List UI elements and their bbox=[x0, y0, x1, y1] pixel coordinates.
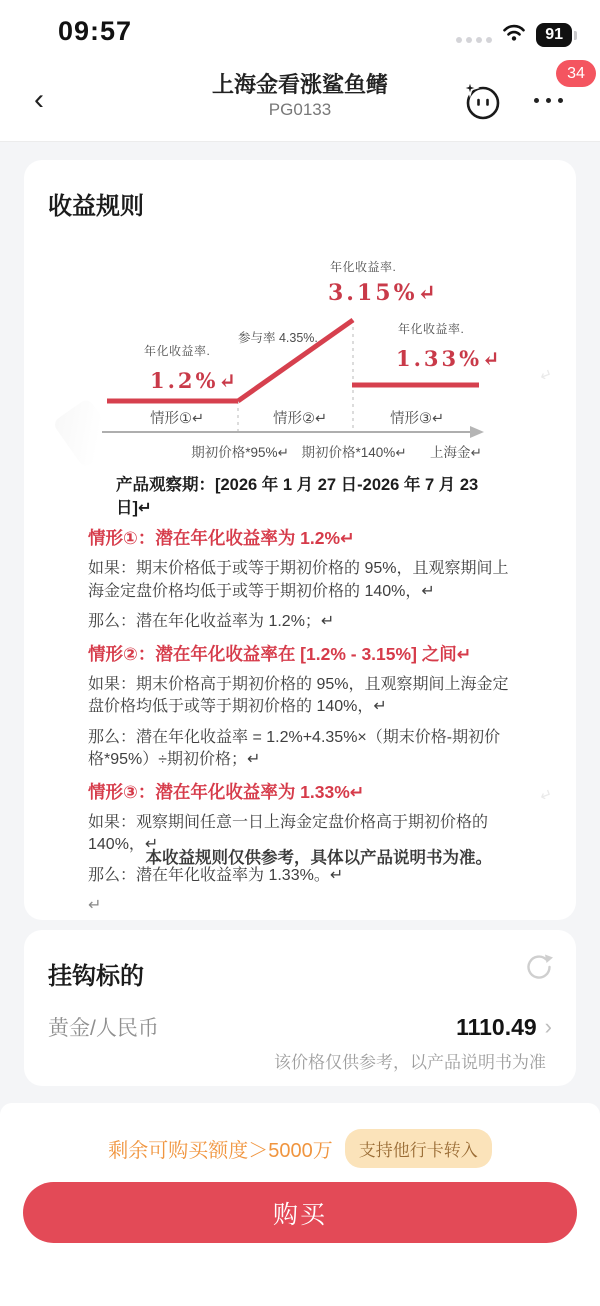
transfer-support-badge: 支持他行卡转入 bbox=[345, 1129, 492, 1168]
scenario2-label: 情形②↵ bbox=[273, 411, 328, 427]
observation-period: 产品观察期：[2026 年 1 月 27 日-2026 年 7 月 23 日]↵ bbox=[116, 476, 479, 517]
x-label-140pct: 期初价格*140%↵ bbox=[301, 445, 407, 460]
participation-rate-label: 参与率 4.35%. bbox=[238, 331, 318, 345]
more-menu-button[interactable] bbox=[528, 60, 590, 120]
scenario2-then: 那么：潜在年化收益率 = 1.2%+4.35%×（期末价格-期初价格*95%）÷期初价格；↵ bbox=[88, 728, 501, 768]
status-icons bbox=[456, 22, 572, 47]
left-yield-value: 1.2%↵ bbox=[150, 368, 240, 393]
watermark-mark: ↵ bbox=[537, 365, 556, 386]
underlying-title: 挂钩标的 bbox=[48, 963, 144, 990]
underlying-name: 黄金/人民币 bbox=[48, 1017, 159, 1040]
scenario3-then: 那么：潜在年化收益率为 1.33%。↵ bbox=[88, 866, 344, 884]
buy-button[interactable]: 购买 bbox=[23, 1182, 577, 1243]
yield-rules-title: 收益规则 bbox=[48, 193, 144, 220]
chevron-right-icon: › bbox=[544, 1014, 552, 1039]
refresh-icon bbox=[524, 952, 554, 982]
status-time: 09:57 bbox=[58, 16, 133, 46]
scenario3-heading: 情形③：潜在年化收益率为 1.33%↵ bbox=[88, 781, 365, 802]
battery-icon: 91 bbox=[536, 23, 572, 47]
purchase-sheet bbox=[0, 1103, 600, 1306]
x-axis-name: 上海金↵ bbox=[430, 445, 482, 460]
assistant-face-icon bbox=[461, 80, 503, 122]
trailing-return-mark: ↵ bbox=[88, 897, 102, 914]
wifi-icon bbox=[501, 22, 527, 47]
refresh-button[interactable] bbox=[524, 952, 554, 982]
underlying-card bbox=[24, 930, 576, 1086]
yield-label-top: 年化收益率. bbox=[330, 260, 397, 274]
rules-footnote: 本收益规则仅供参考，具体以产品说明书为准。 bbox=[145, 849, 492, 867]
page-title: 上海金看涨鲨鱼鳍 bbox=[211, 72, 388, 97]
more-dots-icon bbox=[534, 98, 563, 103]
assistant-button[interactable] bbox=[461, 80, 503, 127]
scenario1-if: 如果：期末价格低于或等于期初价格的 95%，且观察期间上海金定盘价格均低于或等于期初价格的 140%，↵ bbox=[88, 560, 509, 600]
scenario3-if: 如果：观察期间任意一日上海金定盘价格高于期初价格的 140%，↵ bbox=[88, 813, 489, 853]
scenario2-heading: 情形②：潜在年化收益率在 [1.2% - 3.15%] 之间↵ bbox=[88, 643, 472, 664]
remaining-quota-text: 剩余可购买额度＞5000万 bbox=[108, 1140, 333, 1162]
underlying-row[interactable] bbox=[48, 1012, 552, 1042]
watermark-mark: ↵ bbox=[537, 785, 556, 806]
yield-rules-card bbox=[24, 160, 576, 920]
top-bar bbox=[0, 0, 600, 142]
peak-yield-value: 3.15%↵ bbox=[328, 280, 439, 306]
notification-badge: 34 bbox=[556, 60, 596, 87]
back-button[interactable]: ‹ bbox=[34, 83, 44, 116]
scenario1-then: 那么：潜在年化收益率为 1.2%；↵ bbox=[88, 613, 335, 630]
right-yield-value: 1.33%↵ bbox=[396, 346, 503, 371]
cellular-signal-icon bbox=[456, 37, 492, 43]
scenario2-if: 如果：期末价格高于期初价格的 95%，且观察期间上海金定盘价格均低于或等于期初价格的 140%，↵ bbox=[88, 675, 509, 715]
scenario3-label: 情形③↵ bbox=[390, 411, 445, 427]
x-label-95pct: 期初价格*95%↵ bbox=[191, 445, 289, 460]
underlying-price: 1110.49 bbox=[456, 1013, 537, 1040]
underlying-note: 该价格仅供参考，以产品说明书为准 bbox=[274, 1053, 546, 1072]
yield-label-right: 年化收益率. bbox=[398, 322, 465, 336]
scenario1-heading: 情形①：潜在年化收益率为 1.2%↵ bbox=[88, 528, 355, 548]
product-code: PG0133 bbox=[268, 100, 332, 119]
payoff-chart bbox=[24, 230, 576, 470]
yield-label-left: 年化收益率. bbox=[144, 344, 211, 358]
quota-row bbox=[0, 1129, 600, 1168]
scenario1-label: 情形①↵ bbox=[150, 411, 205, 427]
